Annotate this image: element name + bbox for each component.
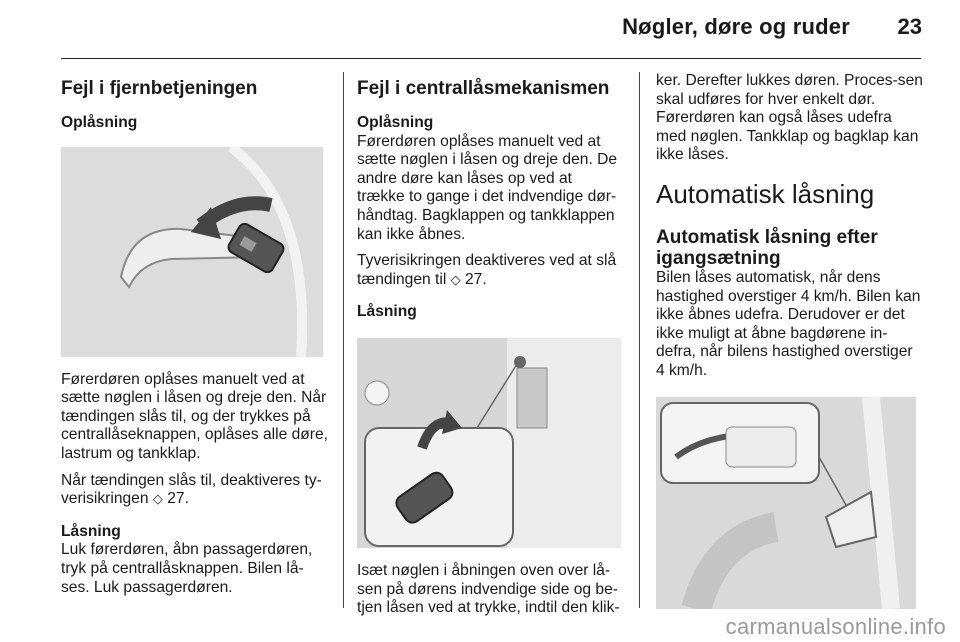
- section-heading-remote-fault: Fejl i fjernbetjeningen: [61, 78, 258, 99]
- page-ref-icon: ◇: [450, 271, 461, 287]
- page-ref-icon: ◇: [152, 491, 163, 507]
- column-1: [61, 72, 329, 605]
- section-heading-central-lock-fault: Fejl i centrallåsmekanismen: [357, 78, 610, 99]
- column-3: [656, 72, 924, 609]
- door-handle-illustration: [61, 147, 323, 357]
- column-divider-2: [639, 72, 640, 608]
- page-number: 23: [897, 14, 922, 39]
- subheading-auto-lock-after-start: Automatisk låsning efter igangsætning: [656, 226, 878, 269]
- figure-door-handle-key: [61, 147, 323, 357]
- section-heading-automatic-locking: Automatisk låsning: [656, 178, 875, 209]
- paragraph-locking: Luk førerdøren, åbn passagerdøren, tryk på centrallåsknappen. Bilen lå-ses. Luk passagerdøren.: [61, 541, 313, 596]
- watermark: carmanualsonline.info: [725, 614, 946, 639]
- subheading-locking: Låsning: [61, 522, 121, 540]
- paragraph-insert-key: Isæt nøglen i åbningen oven over lå-sen på dørens indvendige side og be-tjen låsen ved at trykke, indtil den klik-: [357, 561, 620, 617]
- paragraph-immobiliser-2-text: Tyverisikringen deaktiveres ved at slå tændingen til: [357, 252, 617, 288]
- page-header-title: Nøgler, døre og ruder: [622, 14, 850, 39]
- subheading-unlocking: Oplåsning: [61, 114, 138, 131]
- paragraph-immobiliser: [61, 472, 329, 509]
- paragraph-continued: ker. Derefter lukkes døren. Proces-sen skal udføres for hver enkelt dør. Førerdøren kan også låses udefra med nøglen. Tankklap og bagklap kan ikke låses.: [656, 72, 923, 164]
- page-ref-number[interactable]: 27.: [464, 270, 487, 288]
- page-ref-number[interactable]: 27.: [167, 490, 189, 508]
- door-lock-illustration: [357, 338, 621, 548]
- figure-interior-handle: [656, 397, 916, 609]
- interior-handle-illustration: [656, 397, 916, 609]
- figure-door-lock-key: [357, 338, 621, 548]
- paragraph-immobiliser-2: [357, 252, 623, 289]
- subheading-unlocking-2: Oplåsning: [357, 114, 434, 131]
- column-divider-1: [343, 72, 344, 608]
- header-rule: [61, 58, 921, 59]
- paragraph-unlock-central: Førerdøren oplåses manuelt ved at sætte nøglen i låsen og dreje den. De andre døre kan låses op ved at trække to gange i det indvendige dør-håndtag. Bagklappen og tankklappen kan ikke åbnes.: [357, 132, 618, 243]
- subheading-locking-2: Låsning: [357, 303, 417, 321]
- paragraph-auto-lock: Bilen låses automatisk, når dens hastighed overstiger 4 km/h. Bilen kan ikke åbnes udefra. Derudover er det ikke muligt at åbne bagdørene in-defra, når bilens hastighed overstiger 4 km/h.: [656, 268, 921, 379]
- paragraph-immobiliser-text: Når tændingen slås til, deaktiveres ty-verisikringen: [61, 471, 322, 508]
- column-2: [357, 72, 623, 626]
- paragraph-unlock-manual: Førerdøren oplåses manuelt ved at sætte nøglen i låsen og dreje den. Når tændingen slås til, og der trykkes på centrallåseknappen, oplåses alle døre, lastrum og tankklap.: [61, 370, 328, 462]
